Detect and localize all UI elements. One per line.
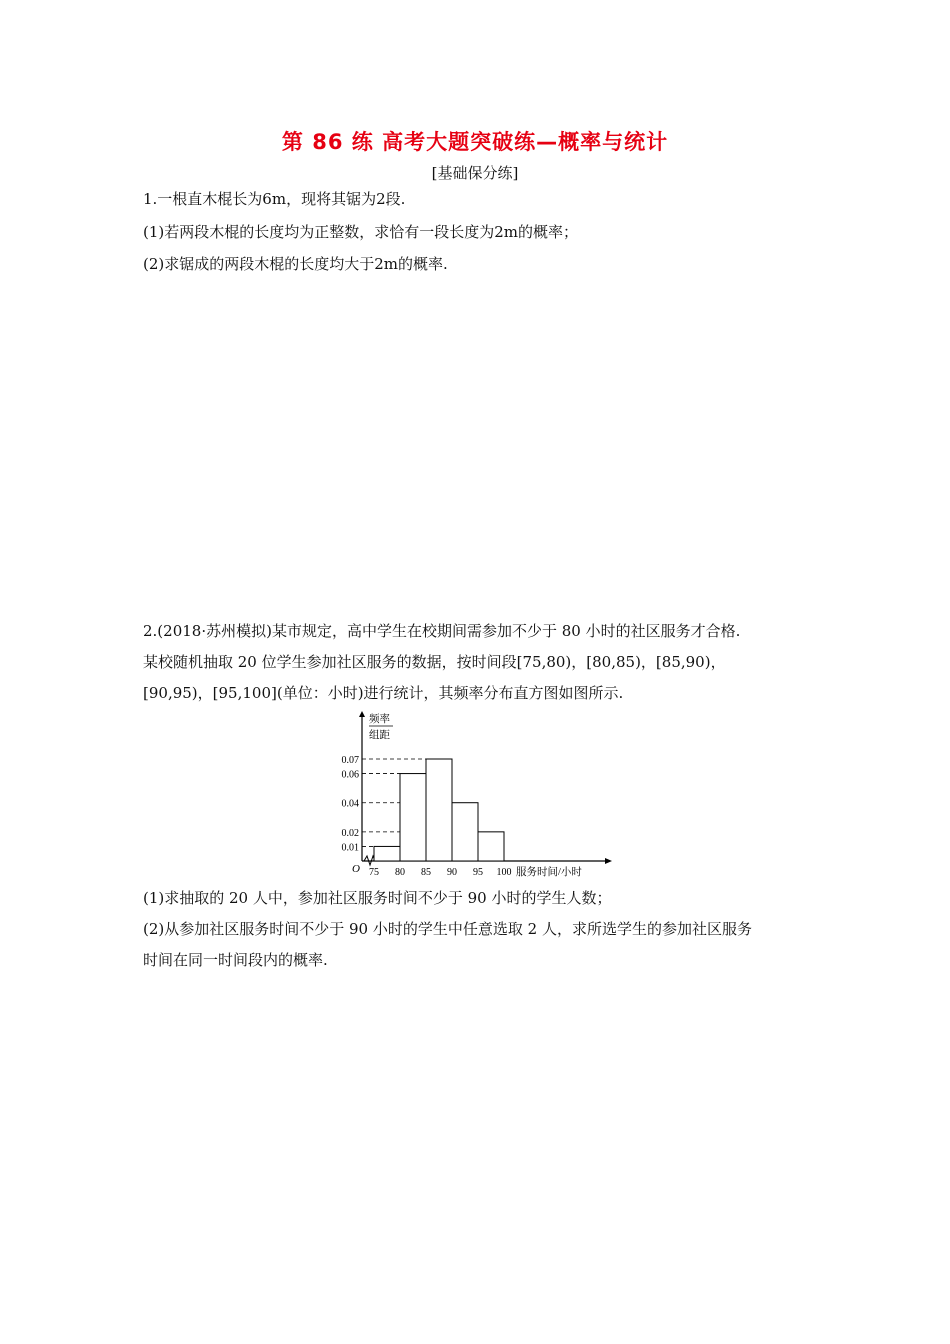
q2-line2: 某校随机抽取 20 位学生参加社区服务的数据，按时间段[75,80)，[80,85)，[85,90)，: [143, 653, 726, 671]
x-tick-label: 90: [447, 867, 457, 878]
q2-part2: (2)从参加社区服务时间不少于 90 小时的学生中任意选取 2 人，求所选学生的参加社区服务: [143, 920, 752, 938]
q2-line1: 2.(2018·苏州模拟)某市规定，高中学生在校期间需参加不少于 80 小时的社区服务才合格.: [143, 622, 741, 640]
origin-label: O: [352, 863, 360, 875]
x-tick-label: 95: [473, 867, 483, 878]
y-tick-label: 0.01: [341, 842, 359, 854]
x-tick-label: 100: [496, 867, 512, 878]
q2-line3: [90,95)，[95,100](单位：小时)进行统计，其频率分布直方图如图所示.: [143, 684, 624, 702]
frequency-histogram: [330, 705, 620, 880]
bar-90-95: [452, 803, 478, 861]
q1-part1: (1)若两段木棍的长度均为正整数，求恰有一段长度为2m的概率；: [143, 223, 579, 241]
x-tick-label: 75: [369, 867, 379, 878]
y-axis-label-denominator: 组距: [369, 730, 390, 741]
q1-part2: (2)求锯成的两段木棍的长度均大于2m的概率.: [143, 255, 448, 273]
q1-stem: 1.一根直木棍长为6m，现将其锯为2段.: [143, 190, 406, 208]
page-title: 第 86 练 高考大题突破练—概率与统计: [281, 130, 669, 154]
bar-80-85: [400, 774, 426, 861]
q2-part1: (1)求抽取的 20 人中，参加社区服务时间不少于 90 小时的学生人数；: [143, 889, 612, 907]
y-tick-label: 0.07: [341, 755, 359, 766]
x-tick-label: 80: [395, 867, 405, 878]
x-axis-arrow: [605, 858, 612, 864]
y-tick-label: 0.02: [341, 827, 359, 839]
y-tick-label: 0.04: [341, 798, 359, 810]
section-subtitle: [基础保分练]: [431, 164, 519, 182]
bar-95-100: [478, 832, 504, 861]
y-tick-label: 0.06: [341, 769, 359, 781]
q2-part2-cont: 时间在同一时间段内的概率.: [143, 951, 328, 969]
x-axis-label: 服务时间/小时: [516, 867, 582, 878]
x-tick-label: 85: [421, 867, 431, 878]
bar-75-80: [374, 846, 400, 861]
y-axis-arrow: [359, 711, 365, 717]
bar-85-90: [426, 759, 452, 861]
y-axis-label-numerator: 频率: [369, 714, 390, 725]
